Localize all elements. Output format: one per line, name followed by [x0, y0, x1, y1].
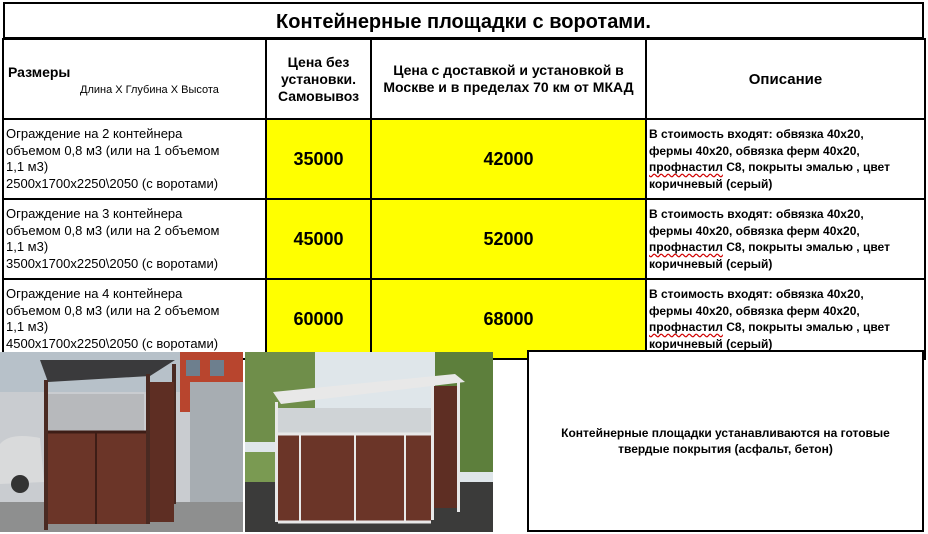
enclosure-photo-2-image — [245, 352, 493, 532]
table-row — [3, 119, 925, 199]
page-title: Контейнерные площадки с воротами. — [3, 2, 924, 39]
description-line: В стоимость входят: обвязка 40х20, — [649, 127, 864, 141]
product-size-line: 4500х1700х2250\2050 (с воротами) — [6, 335, 219, 351]
price-delivery-cell: 68000 — [371, 279, 646, 359]
table-row — [3, 199, 925, 279]
description-line — [649, 319, 924, 336]
product-name-line: 1,1 м3) — [6, 159, 49, 174]
spellcheck-word: профнастил — [649, 320, 723, 334]
spellcheck-word: профнастил — [649, 160, 723, 174]
description-line: В стоимость входят: обвязка 40х20, — [649, 287, 864, 301]
sizes-header-label: Размеры — [8, 64, 71, 80]
description-line — [649, 239, 924, 256]
spellcheck-word: профнастил — [649, 240, 723, 254]
description-line: В стоимость входят: обвязка 40х20, — [649, 207, 864, 221]
description-fragment: С8, покрыты эмалью , цвет — [722, 240, 890, 254]
description-line: фермы 40х20, обвязка ферм 40х20, — [649, 303, 860, 318]
product-name-line: Ограждение на 4 контейнера — [6, 286, 183, 301]
description-line — [649, 159, 924, 176]
price-delivery-cell: 52000 — [371, 199, 646, 279]
price-pickup-cell: 45000 — [266, 199, 371, 279]
product-name-cell — [3, 119, 266, 199]
price-pickup-cell: 35000 — [266, 119, 371, 199]
table-row — [3, 279, 925, 359]
description-cell — [646, 119, 925, 199]
price-pickup-header: Цена без установки. Самовывоз — [266, 39, 371, 119]
product-size-line: 2500х1700х2250\2050 (с воротами) — [6, 175, 219, 191]
product-name-line: объемом 0,8 м3 (или на 2 объемом — [6, 302, 220, 318]
description-cell — [646, 279, 925, 359]
sizes-header-sub: Длина Х Глубина Х Высота — [80, 84, 219, 96]
enclosure-photo-2 — [245, 352, 493, 532]
product-name-line: Ограждение на 2 контейнера — [6, 126, 183, 141]
description-line: коричневый (серый) — [649, 336, 773, 351]
product-name-line: 1,1 м3) — [6, 319, 49, 334]
enclosure-photo-1-image — [0, 352, 243, 532]
product-name-line: объемом 0,8 м3 (или на 2 объемом — [6, 222, 220, 238]
description-line: коричневый (серый) — [649, 256, 773, 271]
price-pickup-cell: 60000 — [266, 279, 371, 359]
price-delivery-cell: 42000 — [371, 119, 646, 199]
enclosure-photo-1 — [0, 352, 243, 532]
table-header-row — [3, 39, 925, 119]
description-line: фермы 40х20, обвязка ферм 40х20, — [649, 223, 860, 238]
product-size-line: 3500х1700х2250\2050 (с воротами) — [6, 255, 219, 271]
product-name-cell — [3, 279, 266, 359]
product-name-line: объемом 0,8 м3 (или на 1 объемом — [6, 142, 220, 158]
description-fragment: С8, покрыты эмалью , цвет — [722, 320, 890, 334]
sizes-header-cell — [3, 39, 266, 119]
price-delivery-header: Цена с доставкой и установкой в Москве и в пределах 70 км от МКАД — [371, 39, 646, 119]
product-name-line: Ограждение на 3 контейнера — [6, 206, 183, 221]
installation-note: Контейнерные площадки устанавливаются на готовые твердые покрытия (асфальт, бетон) — [527, 350, 924, 532]
product-name-line: 1,1 м3) — [6, 239, 49, 254]
description-line: фермы 40х20, обвязка ферм 40х20, — [649, 143, 860, 158]
product-name-cell — [3, 199, 266, 279]
description-fragment: С8, покрыты эмалью , цвет — [722, 160, 890, 174]
price-table — [2, 38, 926, 360]
description-cell — [646, 199, 925, 279]
description-header: Описание — [646, 39, 925, 119]
description-line: коричневый (серый) — [649, 176, 773, 191]
